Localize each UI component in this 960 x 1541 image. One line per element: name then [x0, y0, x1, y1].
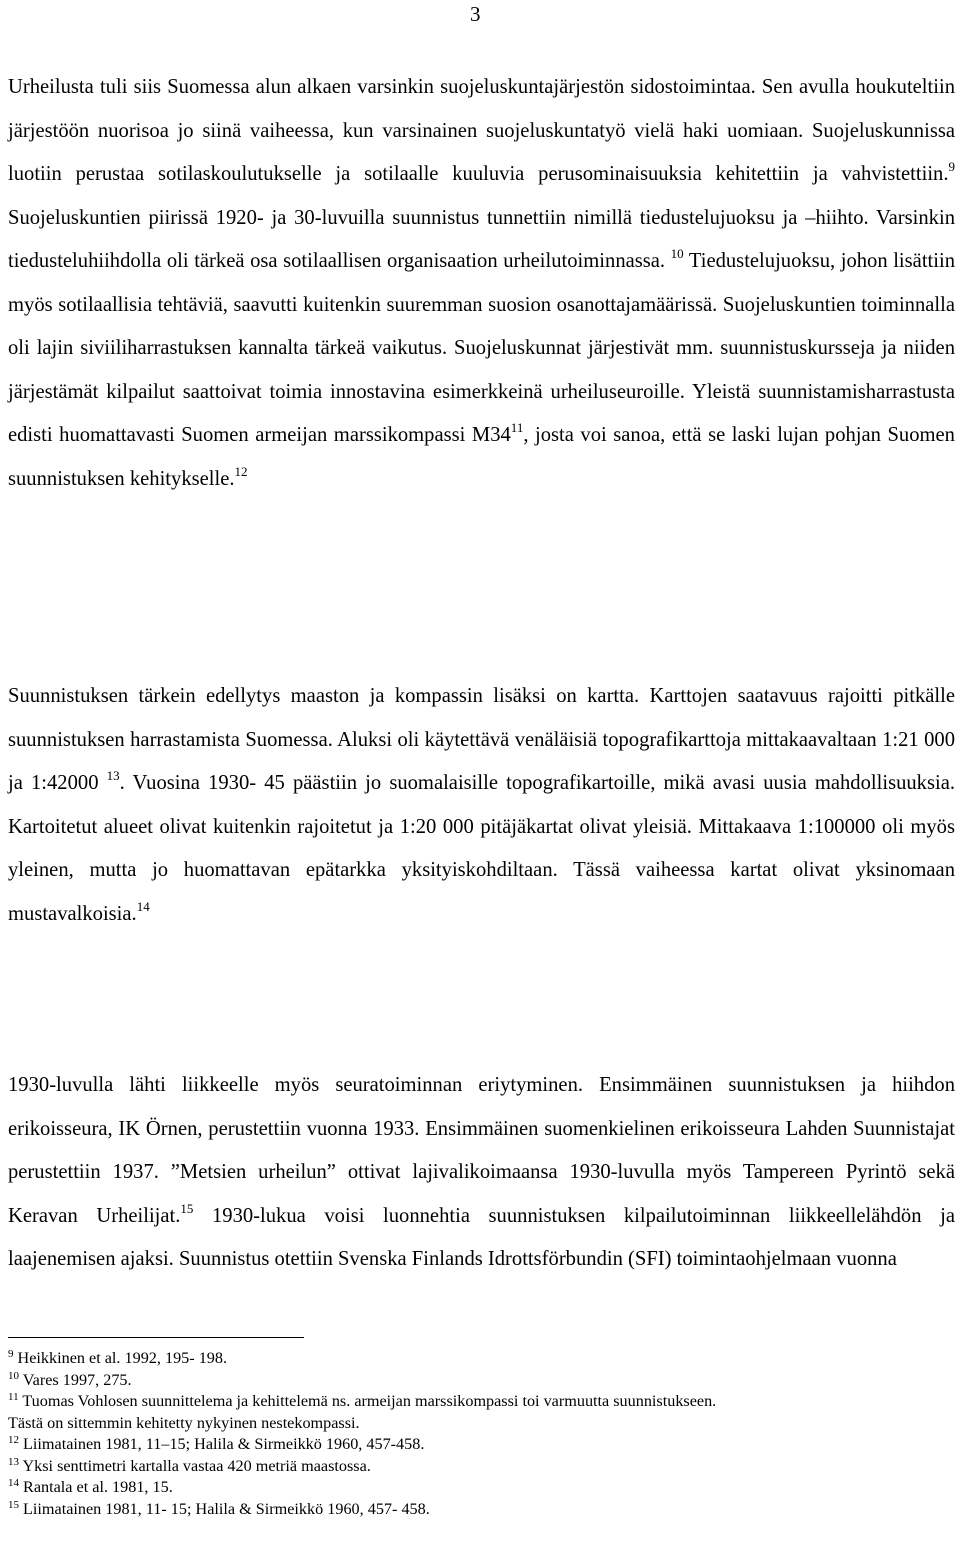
footnote-item [8, 1434, 955, 1456]
footnote-reference: 10 [670, 246, 684, 261]
footnote-number: 14 [8, 1477, 19, 1489]
footnote-reference: 12 [234, 463, 248, 479]
footnote-reference: 9 [948, 159, 955, 174]
footnote-separator [8, 1337, 304, 1338]
paragraph-text: Suojeluskuntien piirissä 1920- ja 30-luvuilla suunnistus tunnettiin nimillä tiedustelujuoksu ja –hiihto. Varsinkin tiedusteluhiihdolla oli tärkeä osa sotilaallisen organisaation urheilutoiminnassa. [8, 206, 955, 272]
footnote-text: Vares 1997, 275. [19, 1370, 132, 1389]
footnote-text: Heikkinen et al. 1992, 195- 198. [13, 1349, 228, 1367]
footnote-number: 10 [8, 1369, 19, 1382]
footnote-reference: 15 [180, 1200, 194, 1216]
footnote-item [8, 1456, 955, 1478]
footnote-item [8, 1391, 955, 1413]
paragraph-3 [8, 1064, 955, 1282]
footnote-item [8, 1348, 955, 1370]
footnote-item [8, 1413, 955, 1435]
paragraph-text: , josta voi sanoa, että se laski lujan pohjan Suomen suunnistuksen kehitykselle. [8, 424, 955, 490]
footnote-item [8, 1370, 955, 1392]
footnote-item [8, 1477, 955, 1499]
page-number: 3 [470, 2, 481, 26]
footnote-reference: 14 [136, 898, 150, 914]
footnote-text: Liimatainen 1981, 11–15; Halila & Sirmeikkö 1960, 457-458. [19, 1435, 425, 1453]
footnotes-list [8, 1348, 955, 1520]
footnote-text: Yksi senttimetri kartalla vastaa 420 metriä maastossa. [19, 1456, 371, 1475]
paragraph-text: Tiedustelujuoksu, johon lisättiin myös sotilaallisia tehtäviä, saavutti kuitenkin suuremman suosion osanottajamäärissä. Suojeluskuntien toiminnalla oli lajin siviiliharrastuksen kannalta tärkeä vaikutus. Suojeluskunnat järjestivät mm. suunnistuskursseja ja niiden järjestämät kilpailut saattoivat toimia innostavina esimerkkeinä urheiluseuroille. Yleistä suunnistamisharrastusta edisti huomattavasti Suomen armeijan marssikompassi M34 [8, 250, 955, 446]
paragraph-2 [8, 675, 955, 936]
footnote-number: 11 [8, 1391, 19, 1403]
paragraph-text: 1930-lukua voisi luonnehtia suunnistuksen kilpailutoiminnan liikkeellelähdön ja laajenemisen ajaksi. Suunnistus otettiin Svenska Finlands Idrottsförbundin (SFI) toimintaohjelmaan vuonna [8, 1204, 955, 1270]
paragraph-text: Suunnistuksen tärkein edellytys maaston ja kompassin lisäksi on kartta. Karttojen saatavuus rajoitti pitkälle suunnistuksen harrastamista Suomessa. Aluksi oli käytettävä venäläisiä topografikarttoja mittakaavaltaan 1:21 000 ja 1:42000 [8, 685, 955, 794]
footnote-reference: 11 [510, 420, 524, 435]
footnote-number: 15 [8, 1498, 19, 1511]
footnote-text: Rantala et al. 1981, 15. [19, 1478, 173, 1496]
footnote-number: 9 [8, 1348, 14, 1360]
footnote-number: 12 [8, 1434, 19, 1446]
footnote-text: Tuomas Vohlosen suunnittelema ja kehittelemä ns. armeijan marssikompassi toi varmuutta suunnistukseen. [18, 1392, 717, 1410]
paragraph-text: Urheilusta tuli siis Suomessa alun alkaen varsinkin suojeluskuntajärjestön sidostoimintaa. Sen avulla houkuteltiin järjestöön nuorisoa jo siinä vaiheessa, kun varsinainen suojeluskuntatyö vielä haki uomiaan. Suojeluskunnissa luotiin perustaa sotilaskoulutukselle ja sotilaalle kuuluvia perusominaisuuksia kehitettiin ja vahvistettiin. [8, 76, 955, 185]
footnote-item [8, 1499, 955, 1521]
paragraph-text: . Vuosina 1930- 45 päästiin jo suomalaisille topografikartoille, mikä avasi uusia mahdollisuuksia. Kartoitetut alueet olivat kuitenkin rajoitetut ja 1:20 000 pitäjäkartat olivat yleisiä. Mittakaava 1:100000 oli myös yleinen, mutta jo huomattavan epätarkka yksityiskohdiltaan. Tässä vaiheessa kartat olivat yksinomaan mustavalkoisia. [8, 772, 955, 925]
footnote-number: 13 [8, 1455, 19, 1468]
footnote-text: Tästä on sittemmin kehitetty nykyinen nestekompassi. [8, 1413, 360, 1432]
paragraph-text: 1930-luvulla lähti liikkeelle myös seuratoiminnan eriytyminen. Ensimmäinen suunnistuksen ja hiihdon erikoisseura, IK Örnen, perustettiin vuonna 1933. Ensimmäinen suomenkielinen erikoisseura Lahden Suunnistajat perustettiin 1937. ”Metsien urheilun” ottivat lajivalikoimaansa 1930-luvulla myös Tampereen Pyrintö sekä Keravan Urheilijat. [8, 1074, 955, 1227]
footnote-reference: 13 [106, 768, 120, 783]
paragraph-1 [8, 66, 955, 501]
footnote-text: Liimatainen 1981, 11- 15; Halila & Sirmeikkö 1960, 457- 458. [19, 1499, 430, 1518]
